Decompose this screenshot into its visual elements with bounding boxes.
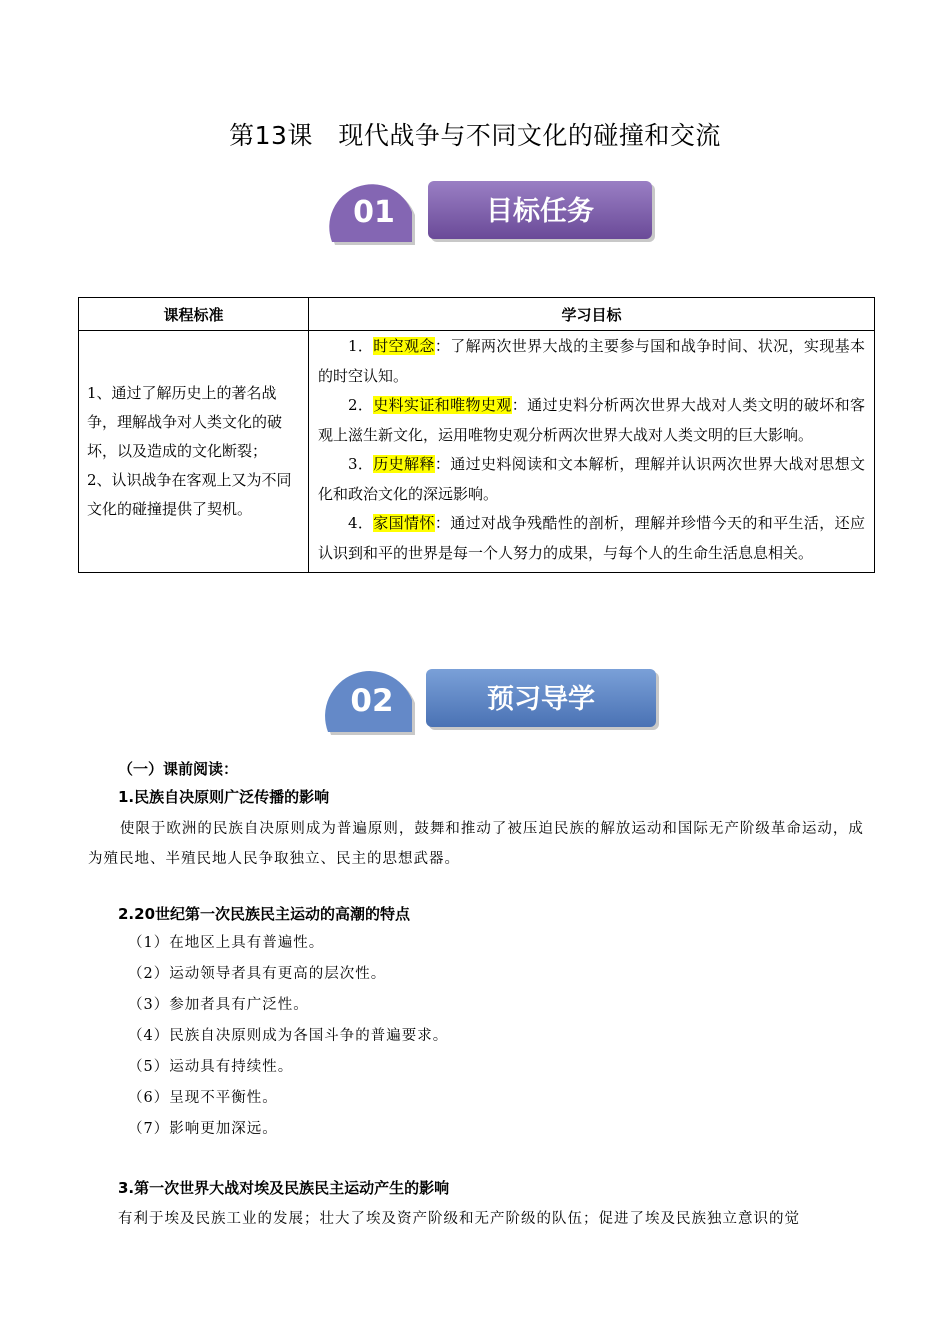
list-item: （6）呈现不平衡性。 [128, 1090, 278, 1106]
list-item: （5）运动具有持续性。 [128, 1059, 294, 1075]
section-banner-goals [328, 170, 660, 255]
objective-item: 4．家国情怀：通过对战争残酷性的剖析，理解并珍惜今天的和平生活，还应认识到和平的世界是每一个人努力的成果，与每个人的生命生活息息相关。 [318, 514, 865, 562]
course-standards [79, 331, 309, 573]
objective-item: 2．史料实证和唯物史观：通过史料分析两次世界大战对人类文明的破坏和客观上滋生新文化，运用唯物史观分析两次世界大战对人类文明的巨大影响。 [318, 396, 865, 444]
banner-label: 预习导学 [487, 684, 595, 715]
learning-objectives [309, 331, 875, 573]
feature-list [128, 928, 448, 1145]
list-item: （7）影响更加深远。 [128, 1121, 278, 1137]
highlight-keyword: 历史解释 [373, 455, 435, 473]
section-banner-preview [324, 656, 664, 744]
list-item: （3）参加者具有广泛性。 [128, 997, 309, 1013]
table-header-objective: 学习目标 [309, 298, 875, 331]
list-item: （2）运动领导者具有更高的层次性。 [128, 966, 387, 982]
standard-item: 1、通过了解历史上的著名战争，理解战争对人类文化的破坏，以及造成的文化断裂； [87, 384, 283, 460]
banner-number: 01 [353, 195, 395, 230]
banner-number: 02 [350, 683, 394, 719]
item-body-3: 有利于埃及民族工业的发展；壮大了埃及资产阶级和无产阶级的队伍；促进了埃及民族独立意识的觉 [118, 1211, 800, 1227]
section-heading: （一）课前阅读： [118, 760, 239, 778]
goals-table [78, 297, 875, 573]
objective-item: 1．时空观念：了解两次世界大战的主要参与国和战争时间、状况，实现基本的时空认知。 [318, 337, 865, 385]
list-item: （4）民族自决原则成为各国斗争的普遍要求。 [128, 1028, 449, 1044]
highlight-keyword: 家国情怀 [373, 514, 435, 532]
objective-item: 3．历史解释：通过史料阅读和文本解析，理解并认识两次世界大战对思想文化和政治文化的深远影响。 [318, 455, 865, 503]
list-item: （1）在地区上具有普遍性。 [128, 935, 325, 951]
standard-item: 2、认识战争在客观上又为不同文化的碰撞提供了契机。 [87, 471, 292, 518]
highlight-keyword: 史料实证和唯物史观 [373, 396, 512, 414]
highlight-keyword: 时空观念 [373, 337, 435, 355]
item-heading-3: 3.第一次世界大战对埃及民族民主运动产生的影响 [118, 1179, 450, 1197]
item-heading-2: 2.20世纪第一次民族民主运动的高潮的特点 [118, 905, 411, 923]
banner-label: 目标任务 [486, 196, 594, 227]
item-heading-1: 1.民族自决原则广泛传播的影响 [118, 788, 330, 806]
item-body-1: 使限于欧洲的民族自决原则成为普遍原则，鼓舞和推动了被压迫民族的解放运动和国际无产阶级革命运动，成为殖民地、半殖民地人民争取独立、民主的思想武器。 [88, 821, 864, 867]
page-title: 第13课 现代战争与不同文化的碰撞和交流 [229, 121, 721, 150]
table-header-standard: 课程标准 [79, 298, 309, 331]
